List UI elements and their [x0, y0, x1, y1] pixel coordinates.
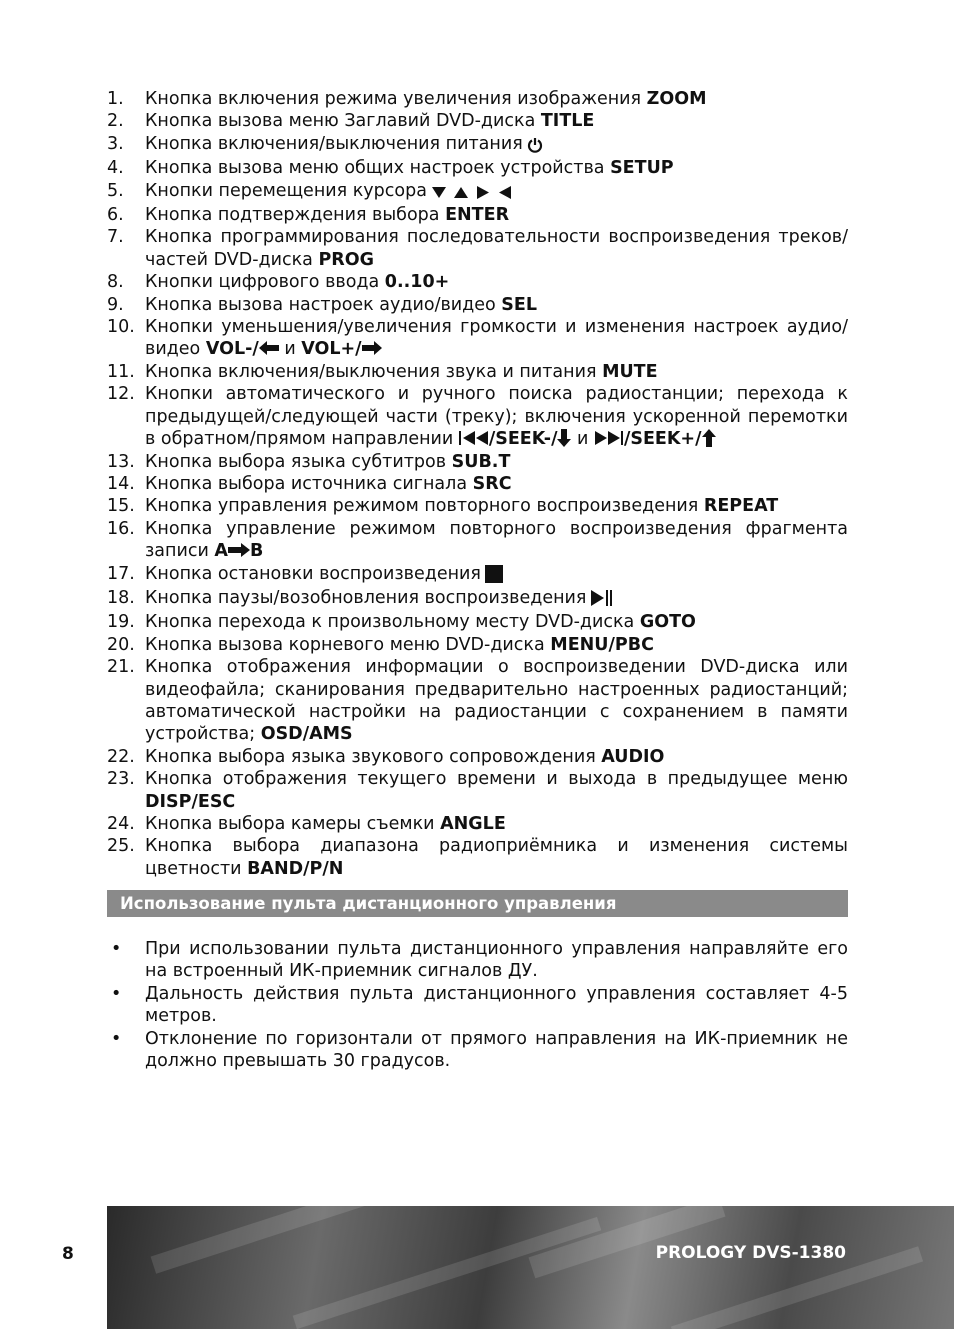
list-item: 25. Кнопка выбора диапазона радиоприёмника и изменения системы цветности BAND/P/N [107, 836, 848, 879]
list-item: 9. Кнопка вызова настроек аудио/видео SEL [107, 294, 538, 315]
footer-banner [107, 1206, 954, 1329]
list-item: 3. Кнопка включения/выключения питания [107, 133, 848, 157]
list-item: 20. Кнопка вызова корневого меню DVD-диска MENU/PBC [107, 634, 654, 655]
list-item: 19. Кнопка перехода к произвольному месту DVD-диска GOTO [107, 612, 696, 633]
list-item: • Отклонение по горизонтали от прямого направления на ИК-приемник не должно превышать 30 градусов. [107, 1028, 848, 1073]
play-pause-icon [590, 589, 614, 611]
footer-decoration [151, 1206, 404, 1274]
section-heading: Использование пульта дистанционного управления [107, 890, 848, 917]
bullet-icon: • [111, 983, 122, 1004]
usage-notes-list [107, 938, 848, 1072]
button-description-list [107, 88, 848, 880]
bullet-icon: • [111, 1028, 122, 1049]
list-item: • Дальность действия пульта дистанционного управления составляет 4-5 метров. [107, 983, 848, 1028]
page-number: 8 [62, 1244, 74, 1264]
brand-model: PROLOGY DVS-1380 [655, 1243, 846, 1263]
list-item: 14. Кнопка выбора источника сигнала SRC [107, 473, 512, 494]
list-item: 7. Кнопка программирования последовательности воспроизведения треков/частей DVD-диска PROG [107, 227, 848, 270]
arrow-up-icon [702, 429, 716, 449]
stop-icon [485, 565, 503, 587]
cursor-arrows-icon [431, 182, 513, 204]
list-item: 2. Кнопка вызова меню Заглавий DVD-диска TITLE [107, 111, 595, 132]
list-item: 16. Кнопка управление режимом повторного воспроизведения фрагмента записи A B [107, 518, 848, 562]
arrow-left-icon [259, 339, 279, 359]
list-item: 15. Кнопка управления режимом повторного воспроизведения REPEAT [107, 496, 779, 517]
bullet-icon: • [111, 939, 122, 959]
next-track-icon [594, 429, 624, 449]
list-item: 10. Кнопки уменьшения/увеличения громкости и изменения настроек аудио/видео VOL-/ и VOL+/ [107, 317, 848, 360]
list-item: 17. Кнопка остановки воспроизведения [107, 563, 848, 587]
list-item: 22. Кнопка выбора языка звукового сопровождения AUDIO [107, 746, 665, 767]
list-item: 21. Кнопка отображения информации о воспроизведении DVD-диска или видеофайла; сканирования предварительно настроенных радиостанций; автоматической настройки на радиостанции с сохранением в памяти устройства; OSD/AMS [107, 657, 848, 745]
list-item: 8. Кнопки цифрового ввода 0..10+ [107, 272, 450, 293]
list-item: 24. Кнопка выбора камеры съемки ANGLE [107, 814, 506, 834]
arrow-right-icon [362, 339, 382, 359]
list-item: 18. Кнопка паузы/возобновления воспроизведения [107, 587, 848, 611]
list-item: 6. Кнопка подтверждения выбора ENTER [107, 205, 510, 226]
list-item: 11. Кнопка включения/выключения звука и питания MUTE [107, 361, 658, 382]
footer-decoration [293, 1217, 602, 1329]
list-item: 23. Кнопка отображения текущего времени и выхода в предыдущее меню DISP/ESC [107, 769, 848, 812]
list-item: 13. Кнопка выбора языка субтитров SUB.T [107, 451, 511, 472]
prev-track-icon [459, 429, 489, 449]
power-icon [527, 135, 543, 157]
list-item: • При использовании пульта дистанционного управления направляйте его на встроенный ИК-приемник сигналов ДУ. [107, 938, 848, 983]
arrow-down-icon [557, 429, 571, 449]
list-item: 5. Кнопки перемещения курсора [107, 180, 848, 204]
list-item: 1. Кнопка включения режима увеличения изображения ZOOM [107, 89, 707, 109]
list-item: 4. Кнопка вызова меню общих настроек устройства SETUP [107, 158, 674, 179]
list-item: 12. Кнопки автоматического и ручного поиска радиостанции; перехода к предыдущей/следующей части (треку); включения ускоренной перемотки в обратном/прямом направлении /SEEK-/ и /SEEK+/ [107, 384, 848, 450]
arrow-right-icon [228, 541, 250, 561]
